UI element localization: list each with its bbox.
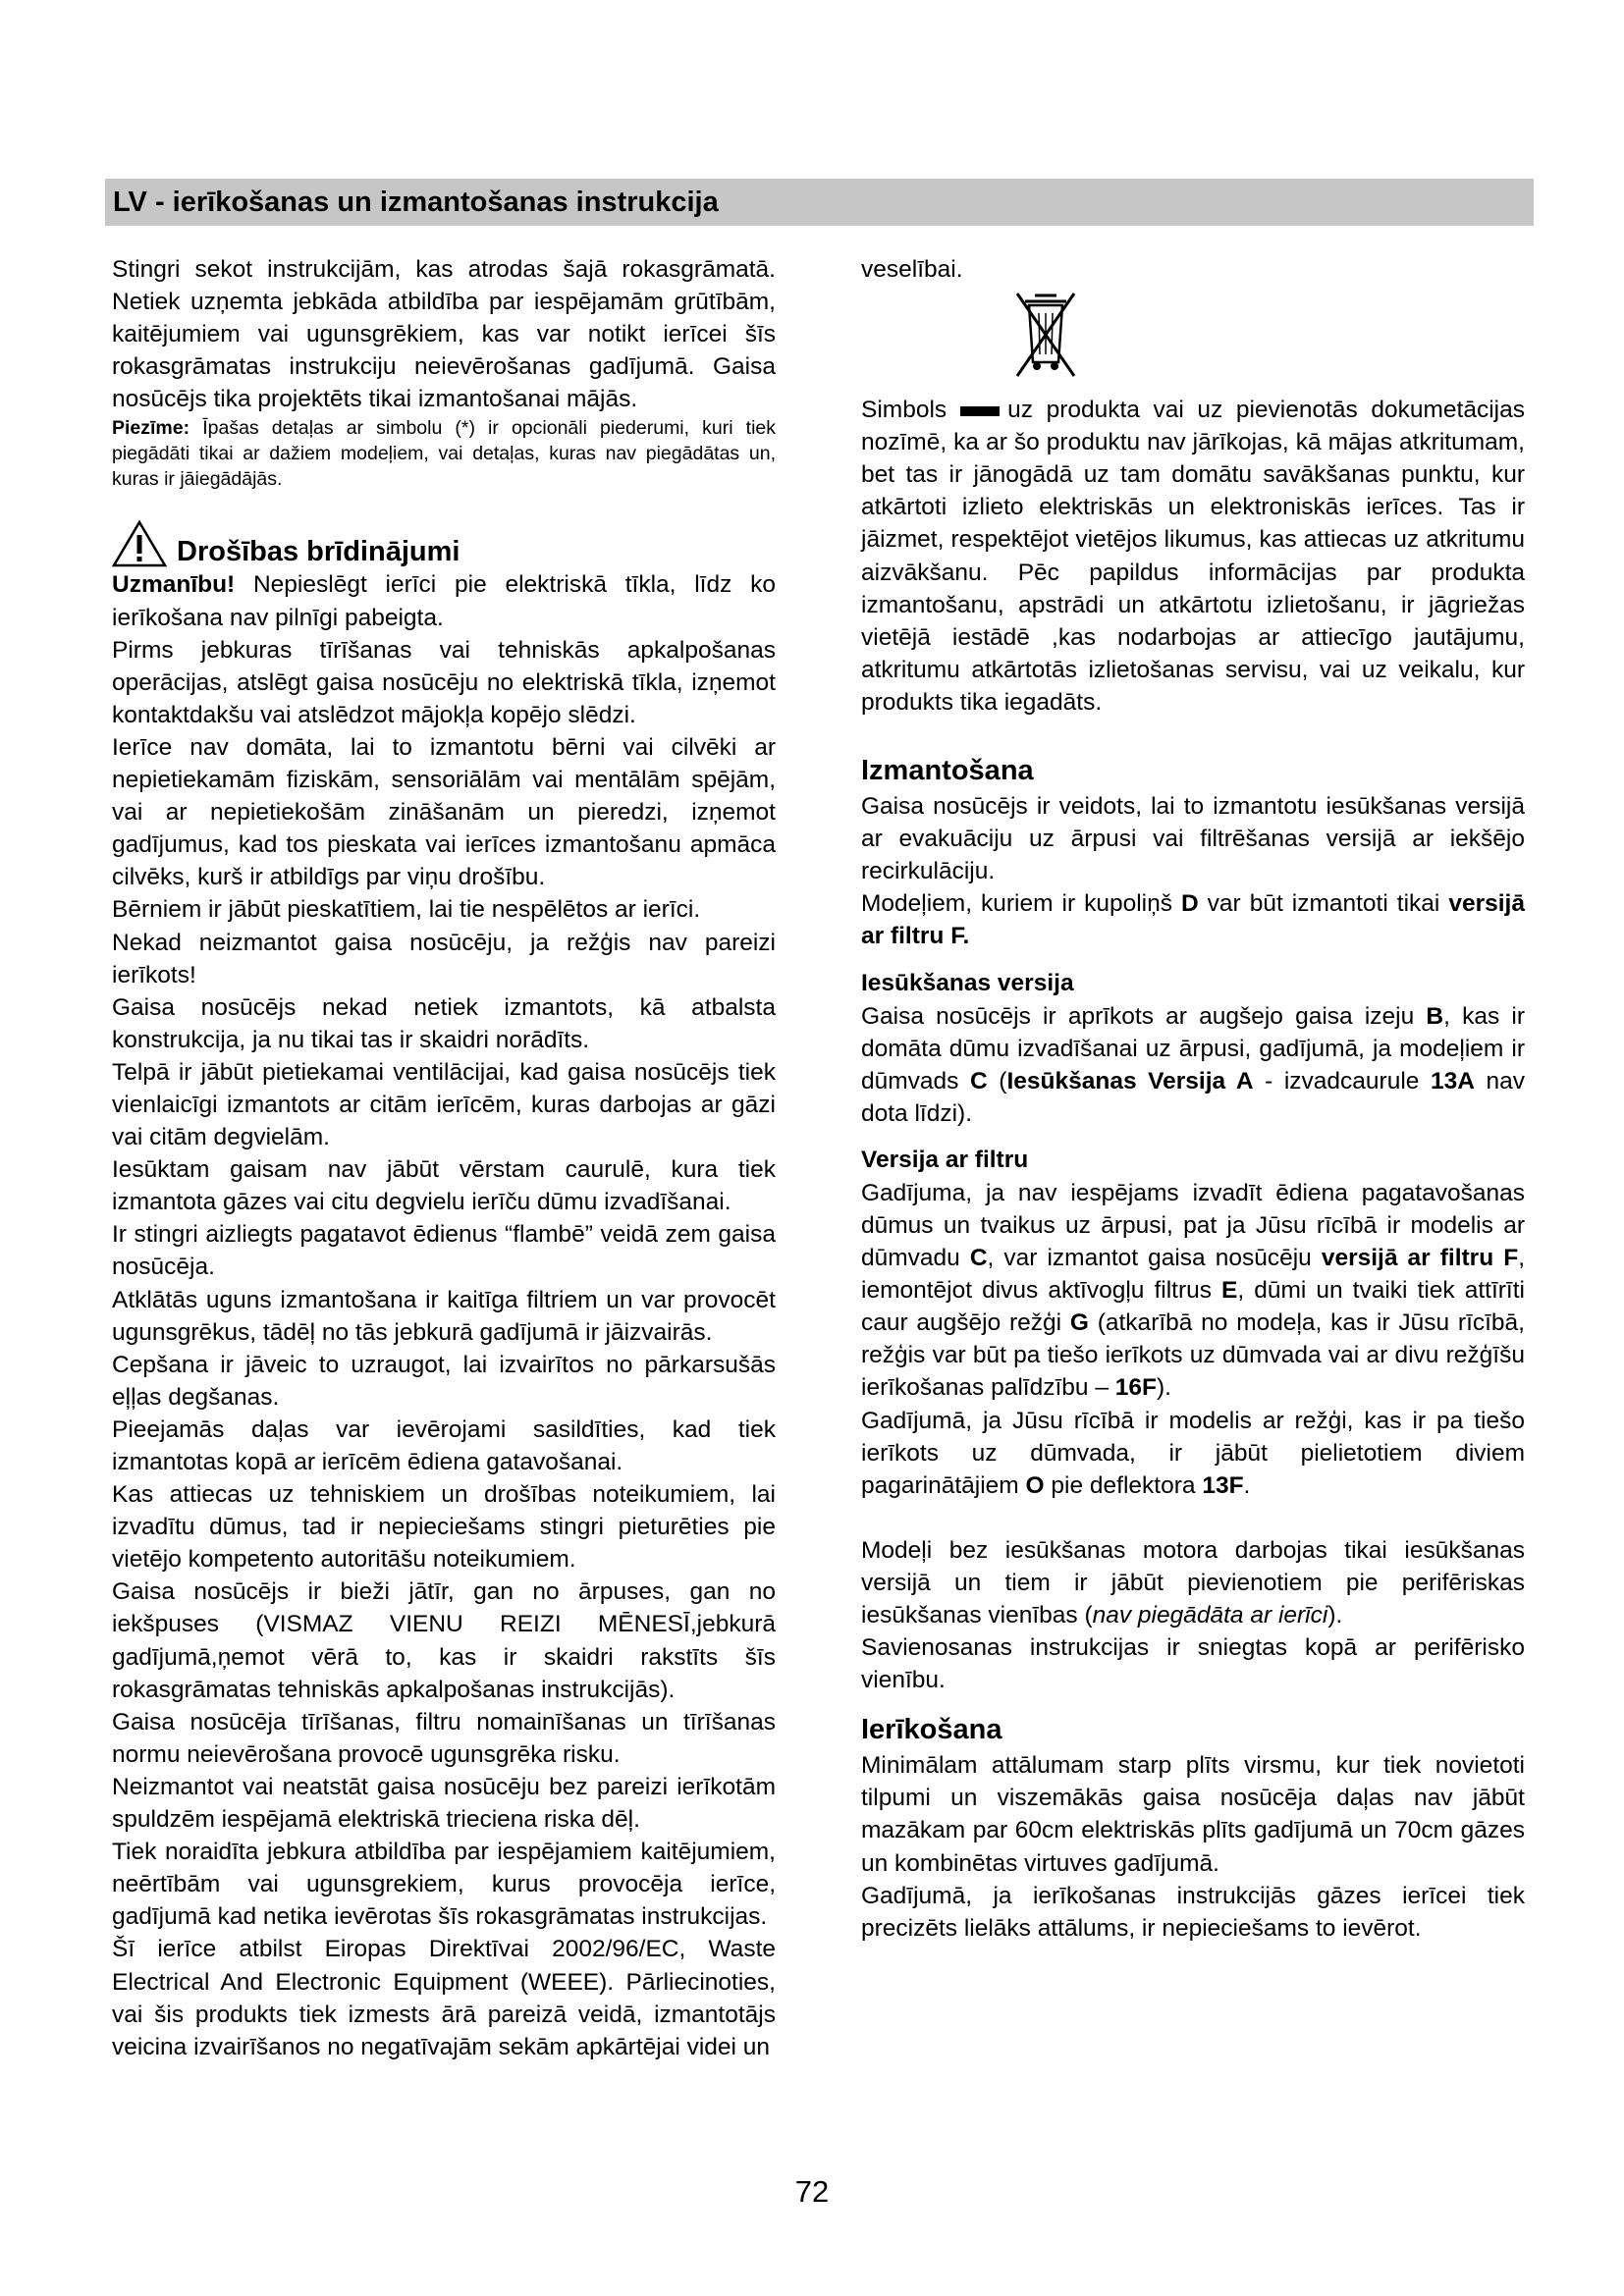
text-run: Modeļi bez iesūkšanas motora darbojas tikai iesūkšanas versijā un tiem ir jābūt pievienotiem pie perifēriskas iesūkšanas vienības ( — [861, 1536, 1525, 1629]
safety-paragraph: Gaisa nosūcējs ir bieži jātīr, gan no ārpuses, gan no iekšpuses (VISMAZ VIENU REIZI MĒNESĪ,jebkurā gadījumā,ņemot vērā to, kas ir skaidri rakstīts šīs rokasgrāmatas tehniskās apkalpošanas instrukcijās). — [112, 1578, 776, 1703]
text-run-bold: D — [1180, 890, 1199, 918]
weee-symbol — [861, 286, 1525, 394]
spacer — [861, 719, 1525, 751]
page-title: LV - ierīkošanas un izmantošanas instrukcija — [113, 187, 719, 218]
attention-text: Nepieslēgt ierīci pie elektriskā tīkla, līdz ko ierīkošana nav pilnīgi pabeigta. — [112, 571, 776, 631]
note-paragraph — [112, 415, 776, 492]
text-run: nav dota līdzi). — [861, 1067, 1526, 1127]
text-run: Gadījuma, ja nav iespējams izvadīt ēdiena pagatavošanas dūmus un tvaikus uz ārpusi, pat ja Jūsu rīcībā ir modelis ar dūmvadu — [861, 1179, 1525, 1272]
safety-title: Drošības brīdinājumi — [177, 536, 460, 568]
safety-paragraph: Neizmantot vai neatstāt gaisa nosūcēju bez pareizi ierīkotām spuldzēm iespējamā elektriskā trieciena riska dēļ. — [112, 1773, 776, 1834]
attention-paragraph — [112, 568, 776, 633]
text-run: pie deflektora — [1044, 1471, 1203, 1499]
right-column — [861, 253, 1525, 1945]
text-run-bold: O — [1025, 1471, 1045, 1499]
text-run: ). — [1157, 1374, 1171, 1402]
safety-paragraph: Gaisa nosūcējs nekad netiek izmantots, kā atbalsta konstrukcija, ja nu tikai tas ir skaidri norādīts. — [112, 993, 776, 1053]
safety-paragraph: Pieejamās daļas var ievērojami sasildīties, kad tiek izmantotas kopā ar ierīcēm ēdiena gatavošanai. — [112, 1415, 776, 1475]
text-run-bold: 16F — [1114, 1374, 1157, 1402]
health-continuation: veselībai. — [861, 256, 963, 283]
page-number: 72 — [794, 2174, 830, 2209]
no-motor-paragraph — [861, 1534, 1525, 1631]
spacer — [861, 1502, 1525, 1534]
text-run-bold: 13A — [1430, 1067, 1475, 1095]
text-run: , kas ir domāta dūmu izvadīšanai uz ārpusi, gadījumā, ja modeļiem ir dūmvads — [861, 1002, 1525, 1095]
text-run-bold: B — [1426, 1002, 1444, 1030]
text-run: - izvadcaurule — [1253, 1067, 1431, 1095]
safety-paragraph: Iesūktam gaisam nav jābūt vērstam caurulē, kura tiek izmantota gāzes vai citu degvielu ierīču dūmu izvadīšanai. — [112, 1156, 776, 1216]
text-run-italic: nav piegādāta ar ierīci — [1092, 1602, 1328, 1629]
symbol-text: uz produkta vai uz pievienotās dokumetācijas nozīmē, ka ar šo produktu nav jārīkojas, kā mājas atkritumam, bet tas ir jānogādā uz tam domātu savākšanas punktu, kur atkārtoti izlieto elektriskās un elektroniskās ierīces. Tas ir jāizmet, respektējot vietējos likumus, kas attiecas uz atkritumu aizvākšanu. Pēc papildus informācijas par produkta izmantošanu, apstrādi un atkārtotu izlietošanu, ir jāgriežas vietējā iestādē ,kas nodarbojas ar attiecīgo jautājumu, atkritumu atkārtotās izlietošanas servisu, vai uz veikalu, kur produkts tika iegadāts. — [861, 397, 1525, 716]
safety-paragraph: Telpā ir jābūt pietiekamai ventilācijai, kad gaisa nosūcējs tiek vienlaicīgi izmantots ar citām ierīcēm, kuras darbojas ar gāzi vai citām degvielām. — [112, 1058, 776, 1151]
text-run: . — [1243, 1471, 1251, 1499]
safety-paragraph: Pirms jebkuras tīrīšanas vai tehniskās apkalpošanas operācijas, atslēgt gaisa nosūcēju no elektriskā tīkla, izņemot kontaktdakšu vai atslēdzot mājokļa kopējo slēdzi. — [112, 636, 776, 728]
safety-paragraph: Tiek noraidīta jebkura atbildība par iespējamiem kaitējumiem, neērtībām vai ugunsgrekiem, kurus provocēja ierīce, gadījumā kad netika ievērotas šīs rokasgrāmatas instrukcijas. — [112, 1839, 776, 1931]
text-run: ( — [987, 1067, 1007, 1095]
connection-paragraph: Savienosanas instrukcijas ir sniegtas kopā ar perifērisko vienību. — [861, 1634, 1525, 1694]
safety-paragraph: Bērniem ir jābūt pieskatītiem, lai tie nespēlētos ar ierīci. — [112, 896, 701, 924]
text-run-bold: E — [1221, 1277, 1238, 1305]
text-run-bold: versijā ar filtru F. — [861, 890, 1525, 950]
safety-paragraph: Nekad neizmantot gaisa nosūcēju, ja režģis nav pareizi ierīkots! — [112, 929, 776, 988]
use-paragraph-2 — [861, 887, 1525, 952]
text-run-bold: versijā ar filtru F — [1321, 1245, 1519, 1272]
warning-triangle-icon — [112, 519, 167, 568]
use-paragraph-1: Gaisa nosūcējs ir veidots, lai to izmantotu iesūkšanas versijā ar evakuāciju uz ārpusi vai filtrēšanas versijā ar iekšējo recirkulāciju. — [861, 793, 1525, 885]
intro-paragraph: Stingri sekot instrukcijām, kas atrodas šajā rokasgrāmatā. Netiek uzņemta jebkāda atbildība par iespējamām grūtībām, kaitējumiem vai ugunsgrēkiem, kas var notikt ierīcei šīs rokasgrāmatas instrukciju neievērošanas gadījumā. Gaisa nosūcējs tika projektēts tikai izmantošanai mājās. — [112, 256, 776, 413]
text-run: Gaisa nosūcējs ir aprīkots ar augšejo gaisa izeju — [861, 1002, 1427, 1030]
safety-paragraph: Atklātās uguns izmantošana ir kaitīga filtriem un var provocēt ugunsgrēkus, tādēļ no tās jebkurā gadījumā ir jāizvairās. — [112, 1286, 776, 1346]
safety-paragraph: Cepšana ir jāveic to uzraugot, lai izvairītos no pārkarsušās eļļas degšanas. — [112, 1351, 776, 1411]
safety-heading — [112, 509, 776, 568]
black-bar-symbol-icon — [960, 406, 1000, 416]
text-run: , iemontējot divus aktīvogļu filtrus — [861, 1245, 1525, 1305]
filter-version-title: Versija ar filtru — [861, 1146, 1029, 1173]
text-run: var būt izmantoti tikai — [1198, 890, 1449, 918]
text-run-bold: G — [1069, 1309, 1089, 1337]
text-run: Modeļiem, kuriem ir kupoliņš — [861, 890, 1181, 918]
text-run-bold: Iesūkšanas Versija A — [1006, 1067, 1254, 1095]
text-run-bold: 13F — [1202, 1471, 1244, 1499]
safety-paragraph: Gaisa nosūcēja tīrīšanas, filtru nomainīšanas un tīrīšanas normu neievērošana provocē ugunsgrēka risku. — [112, 1708, 776, 1768]
spacer — [861, 1696, 1525, 1710]
note-label: Piezīme: — [112, 417, 190, 440]
text-run: , dūmi un tvaiki tiek attīrīti caur augšējo režģi — [861, 1277, 1525, 1337]
filter-paragraph-1 — [861, 1177, 1525, 1405]
installation-paragraph-1: Minimālam attālumam starp plīts virsmu, kur tiek novietoti tilpumi un viszemākās gaisa nosūcēja daļas nav jābūt mazākam par 60cm elektriskās plīts gadījumā un 70cm gāzes un kombinētas virtuves gadījumā. — [861, 1752, 1525, 1877]
weee-paragraph — [861, 394, 1525, 719]
left-column — [112, 253, 776, 2063]
symbol-label: Simbols — [861, 397, 947, 424]
text-run: ). — [1327, 1602, 1343, 1629]
suction-version-title: Iesūkšanas versija — [861, 969, 1074, 996]
use-section-title: Izmantošana — [861, 755, 1034, 787]
text-run: Gadījumā, ja Jūsu rīcībā ir modelis ar režģi, kas ir pa tiešo ierīkots uz dūmvada, ir jābūt pielietotiem diviem pagarinātājiem — [861, 1407, 1525, 1499]
text-run: (atkarībā no modeļa, kas ir Jūsu rīcībā, režģis var būt pa tiešo ierīkots uz dūmvada vai ar divu režģīšu ierīkošanas palīdzību – — [861, 1309, 1525, 1402]
section-header-bar — [105, 179, 1534, 226]
text-run-bold: C — [970, 1067, 988, 1095]
spacer — [861, 953, 1525, 967]
safety-paragraph: Ierīce nav domāta, lai to izmantotu bērni vai cilvēki ar nepietiekamām fiziskām, sensoriālām vai mentālām spējām, vai ar nepietiekošām zināšanām un pieredzi, izņemot gadījumus, kad tos pieskata vai ierīces izmantošanu apmāca cilvēks, kurš ir atbildīgs par viņu drošību. — [112, 733, 776, 891]
filter-paragraph-2 — [861, 1405, 1525, 1502]
safety-paragraph: Kas attiecas uz tehniskiem un drošības noteikumiem, lai izvadītu dūmus, tad ir nepieciešams stingri pieturēties pie vietējo kompetento autoritāšu noteikumiem. — [112, 1481, 776, 1574]
crossed-bin-icon — [1011, 286, 1080, 380]
installation-paragraph-2: Gadījumā, ja ierīkošanas instrukcijās gāzes ierīcei tiek precizēts lielāks attālums, ir nepieciešams to ievērot. — [861, 1882, 1525, 1942]
text-run-bold: C — [969, 1245, 988, 1272]
spacer — [861, 1130, 1525, 1144]
safety-paragraph: Ir stingri aizliegts pagatavot ēdienus “flambē” veidā zem gaisa nosūcēja. — [112, 1221, 776, 1281]
note-text: Īpašas detaļas ar simbolu (*) ir opcionāli piederumi, kuri tiek piegādāti tikai ar dažiem modeļiem, vai detaļas, kuras nav piegādātas un, kuras ir jāiegādājās. — [112, 417, 776, 491]
text-run: , var izmantot gaisa nosūcēju — [987, 1245, 1322, 1272]
installation-section-title: Ierīkošana — [861, 1714, 1002, 1746]
suction-paragraph — [861, 1000, 1525, 1130]
attention-label: Uzmanību! — [112, 571, 236, 599]
safety-paragraph: Šī ierīce atbilst Eiropas Direktīvai 2002/96/EC, Waste Electrical And Electronic Equipment (WEEE). Pārliecinoties, vai šis produkts tiek izmests ārā pareizā veidā, izmantotājs veicina izvairīšanos no negatīvajām sekām apkārtējai videi un — [112, 1936, 776, 2060]
